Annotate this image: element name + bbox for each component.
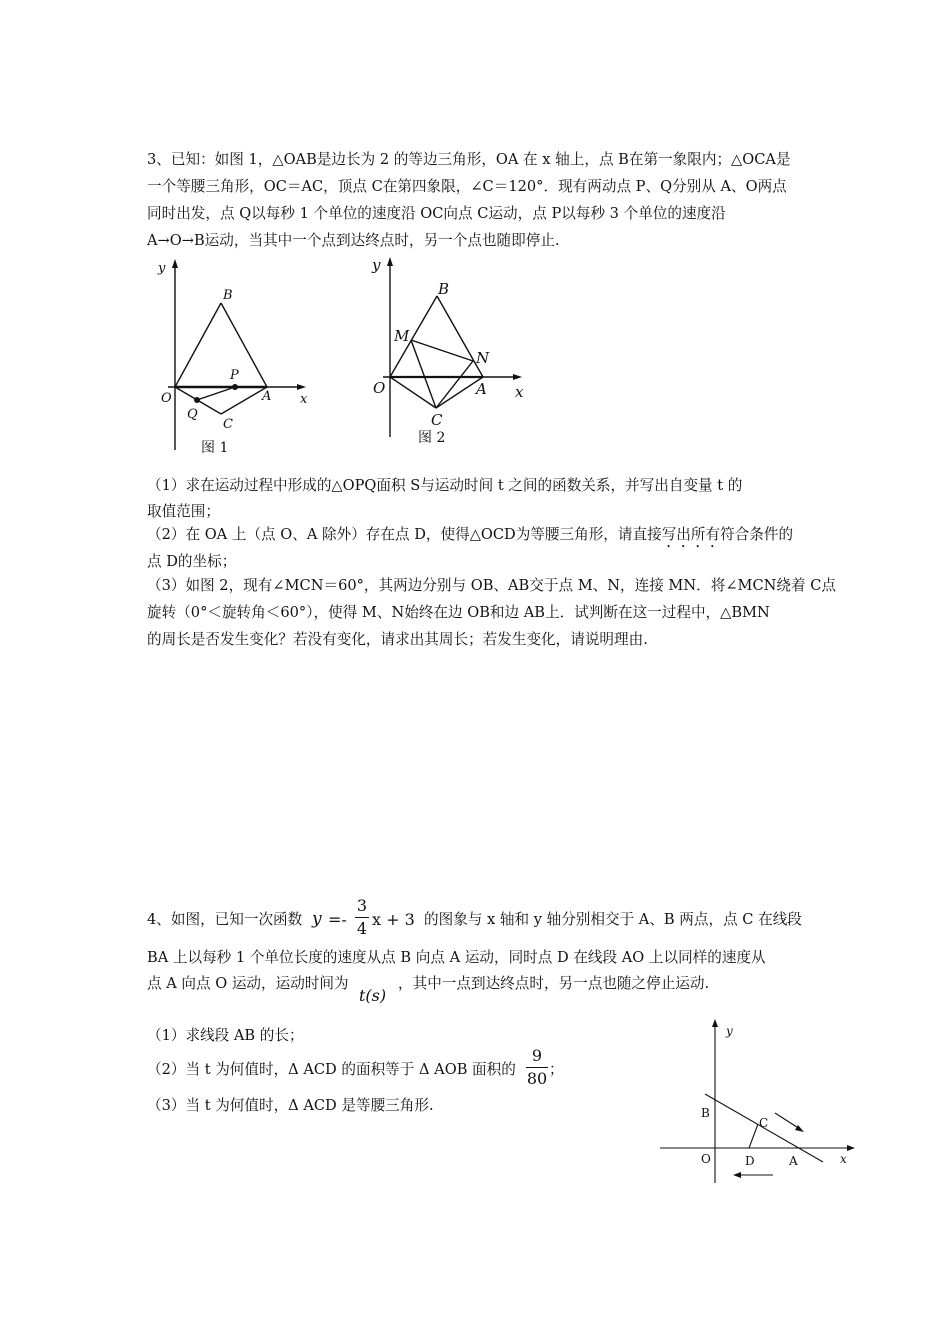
fig2-label-A: A bbox=[476, 380, 487, 398]
p4-line-3-post: ，其中一点到达终点时，另一点也随之停止运动. bbox=[398, 975, 710, 992]
p4-line-1-pre: 4、如图，已知一次函数 bbox=[147, 911, 303, 928]
p3-line-4: A→O→B运动，当其中一个点到达终点时，另一个点也随即停止. bbox=[147, 232, 560, 249]
fig2-label-y: y bbox=[372, 256, 381, 274]
p4-q2-pre: （2）当 t 为何值时，Δ ACD 的面积等于 Δ AOB 面积的 bbox=[147, 1061, 516, 1078]
fig1-label-B: B bbox=[223, 288, 233, 303]
p4-q3: （3）当 t 为何值时，Δ ACD 是等腰三角形. bbox=[147, 1097, 434, 1114]
p3-q3-line-3: 的周长是否发生变化？若没有变化，请求出其周长；若发生变化，请说明理由. bbox=[147, 631, 648, 648]
fig1-label-x: x bbox=[300, 392, 308, 407]
p3-line-3: 同时出发，点 Q以每秒 1 个单位的速度沿 OC向点 C运动，点 P以每秒 3 个单位的速度沿 bbox=[147, 205, 726, 222]
p4-fig-label-C: C bbox=[759, 1116, 769, 1130]
p4-fig-label-x: x bbox=[840, 1152, 847, 1166]
fig1-caption: 图 1 bbox=[201, 440, 229, 456]
fig1-label-A: A bbox=[262, 389, 272, 404]
p3-q1-line-2: 取值范围； bbox=[147, 503, 220, 520]
p4-line-2: BA 上以每秒 1 个单位长度的速度从点 B 向点 A 运动，同时点 D 在线段 AO 上以同样的速度从 bbox=[147, 949, 766, 966]
fig2-label-x: x bbox=[515, 383, 524, 401]
figure-2 bbox=[365, 252, 545, 457]
p4-eq-minus: =- bbox=[328, 910, 347, 929]
fig2-label-C: C bbox=[431, 411, 443, 429]
fig2-label-O: O bbox=[373, 379, 386, 397]
p4-line-1-post: 的图象与 x 轴和 y 轴分别相交于 A、B 两点，点 C 在线段 bbox=[424, 911, 802, 928]
fig1-label-O: O bbox=[161, 391, 172, 406]
p3-q3-line-2: 旋转（0°＜旋转角＜60°），使得 M、N始终在边 OB和边 AB上．试判断在这一过程中，△BMN bbox=[147, 604, 770, 621]
p3-q2-line-1: （2）在 OA 上（点 O、A 除外）存在点 D，使得△OCD为等腰三角形，请直接写出所有符合条件的 bbox=[147, 526, 794, 543]
fig2-label-N: N bbox=[476, 349, 490, 367]
fig2-label-B: B bbox=[438, 280, 450, 298]
p4-fig-label-O: O bbox=[701, 1152, 711, 1166]
p3-q2-line-2: 点 D的坐标； bbox=[147, 553, 237, 570]
p4-fig-label-y: y bbox=[726, 1024, 733, 1038]
p3-line-2: 一个等腰三角形，OC＝AC，顶点 C在第四象限，∠C＝120°．现有两动点 P、Q分别从 A、O两点 bbox=[147, 178, 787, 195]
fig1-label-Q: Q bbox=[187, 407, 198, 422]
p4-line-3-pre: 点 A 向点 O 运动，运动时间为 bbox=[147, 975, 349, 992]
p4-eq-fraction: 3 4 bbox=[356, 896, 368, 938]
p4-eq-rest: x + 3 bbox=[372, 910, 415, 929]
p4-fig-label-D: D bbox=[745, 1154, 755, 1168]
fig1-label-C: C bbox=[223, 417, 233, 432]
p4-q2-post: ； bbox=[549, 1061, 564, 1078]
p4-line-3-t: t(s) bbox=[359, 986, 387, 1005]
fig2-caption: 图 2 bbox=[418, 430, 446, 446]
p4-fig-label-A: A bbox=[789, 1154, 798, 1168]
p3-line-1: 3、已知：如图 1，△OAB是边长为 2 的等边三角形，OA 在 x 轴上，点 B在第一象限内；△OCA是 bbox=[147, 151, 791, 168]
p4-q1: （1）求线段 AB 的长； bbox=[147, 1027, 304, 1044]
figure-1 bbox=[150, 255, 330, 460]
fig2-label-M: M bbox=[394, 327, 410, 345]
fig1-label-P: P bbox=[230, 368, 239, 383]
p4-eq-y: y bbox=[312, 909, 322, 929]
figure-p4 bbox=[655, 1015, 865, 1190]
p3-q1-line-1: （1）求在运动过程中形成的△OPQ面积 S与运动时间 t 之间的函数关系，并写出自变量 t 的 bbox=[147, 477, 743, 494]
p4-fig-label-B: B bbox=[701, 1106, 710, 1120]
p3-q3-line-1: （3）如图 2，现有∠MCN＝60°，其两边分别与 OB、AB交于点 M、N，连接 MN．将∠MCN绕着 C点 bbox=[147, 577, 837, 594]
fig1-label-y: y bbox=[158, 261, 166, 276]
p4-q2-fraction: 9 80 bbox=[526, 1046, 548, 1088]
